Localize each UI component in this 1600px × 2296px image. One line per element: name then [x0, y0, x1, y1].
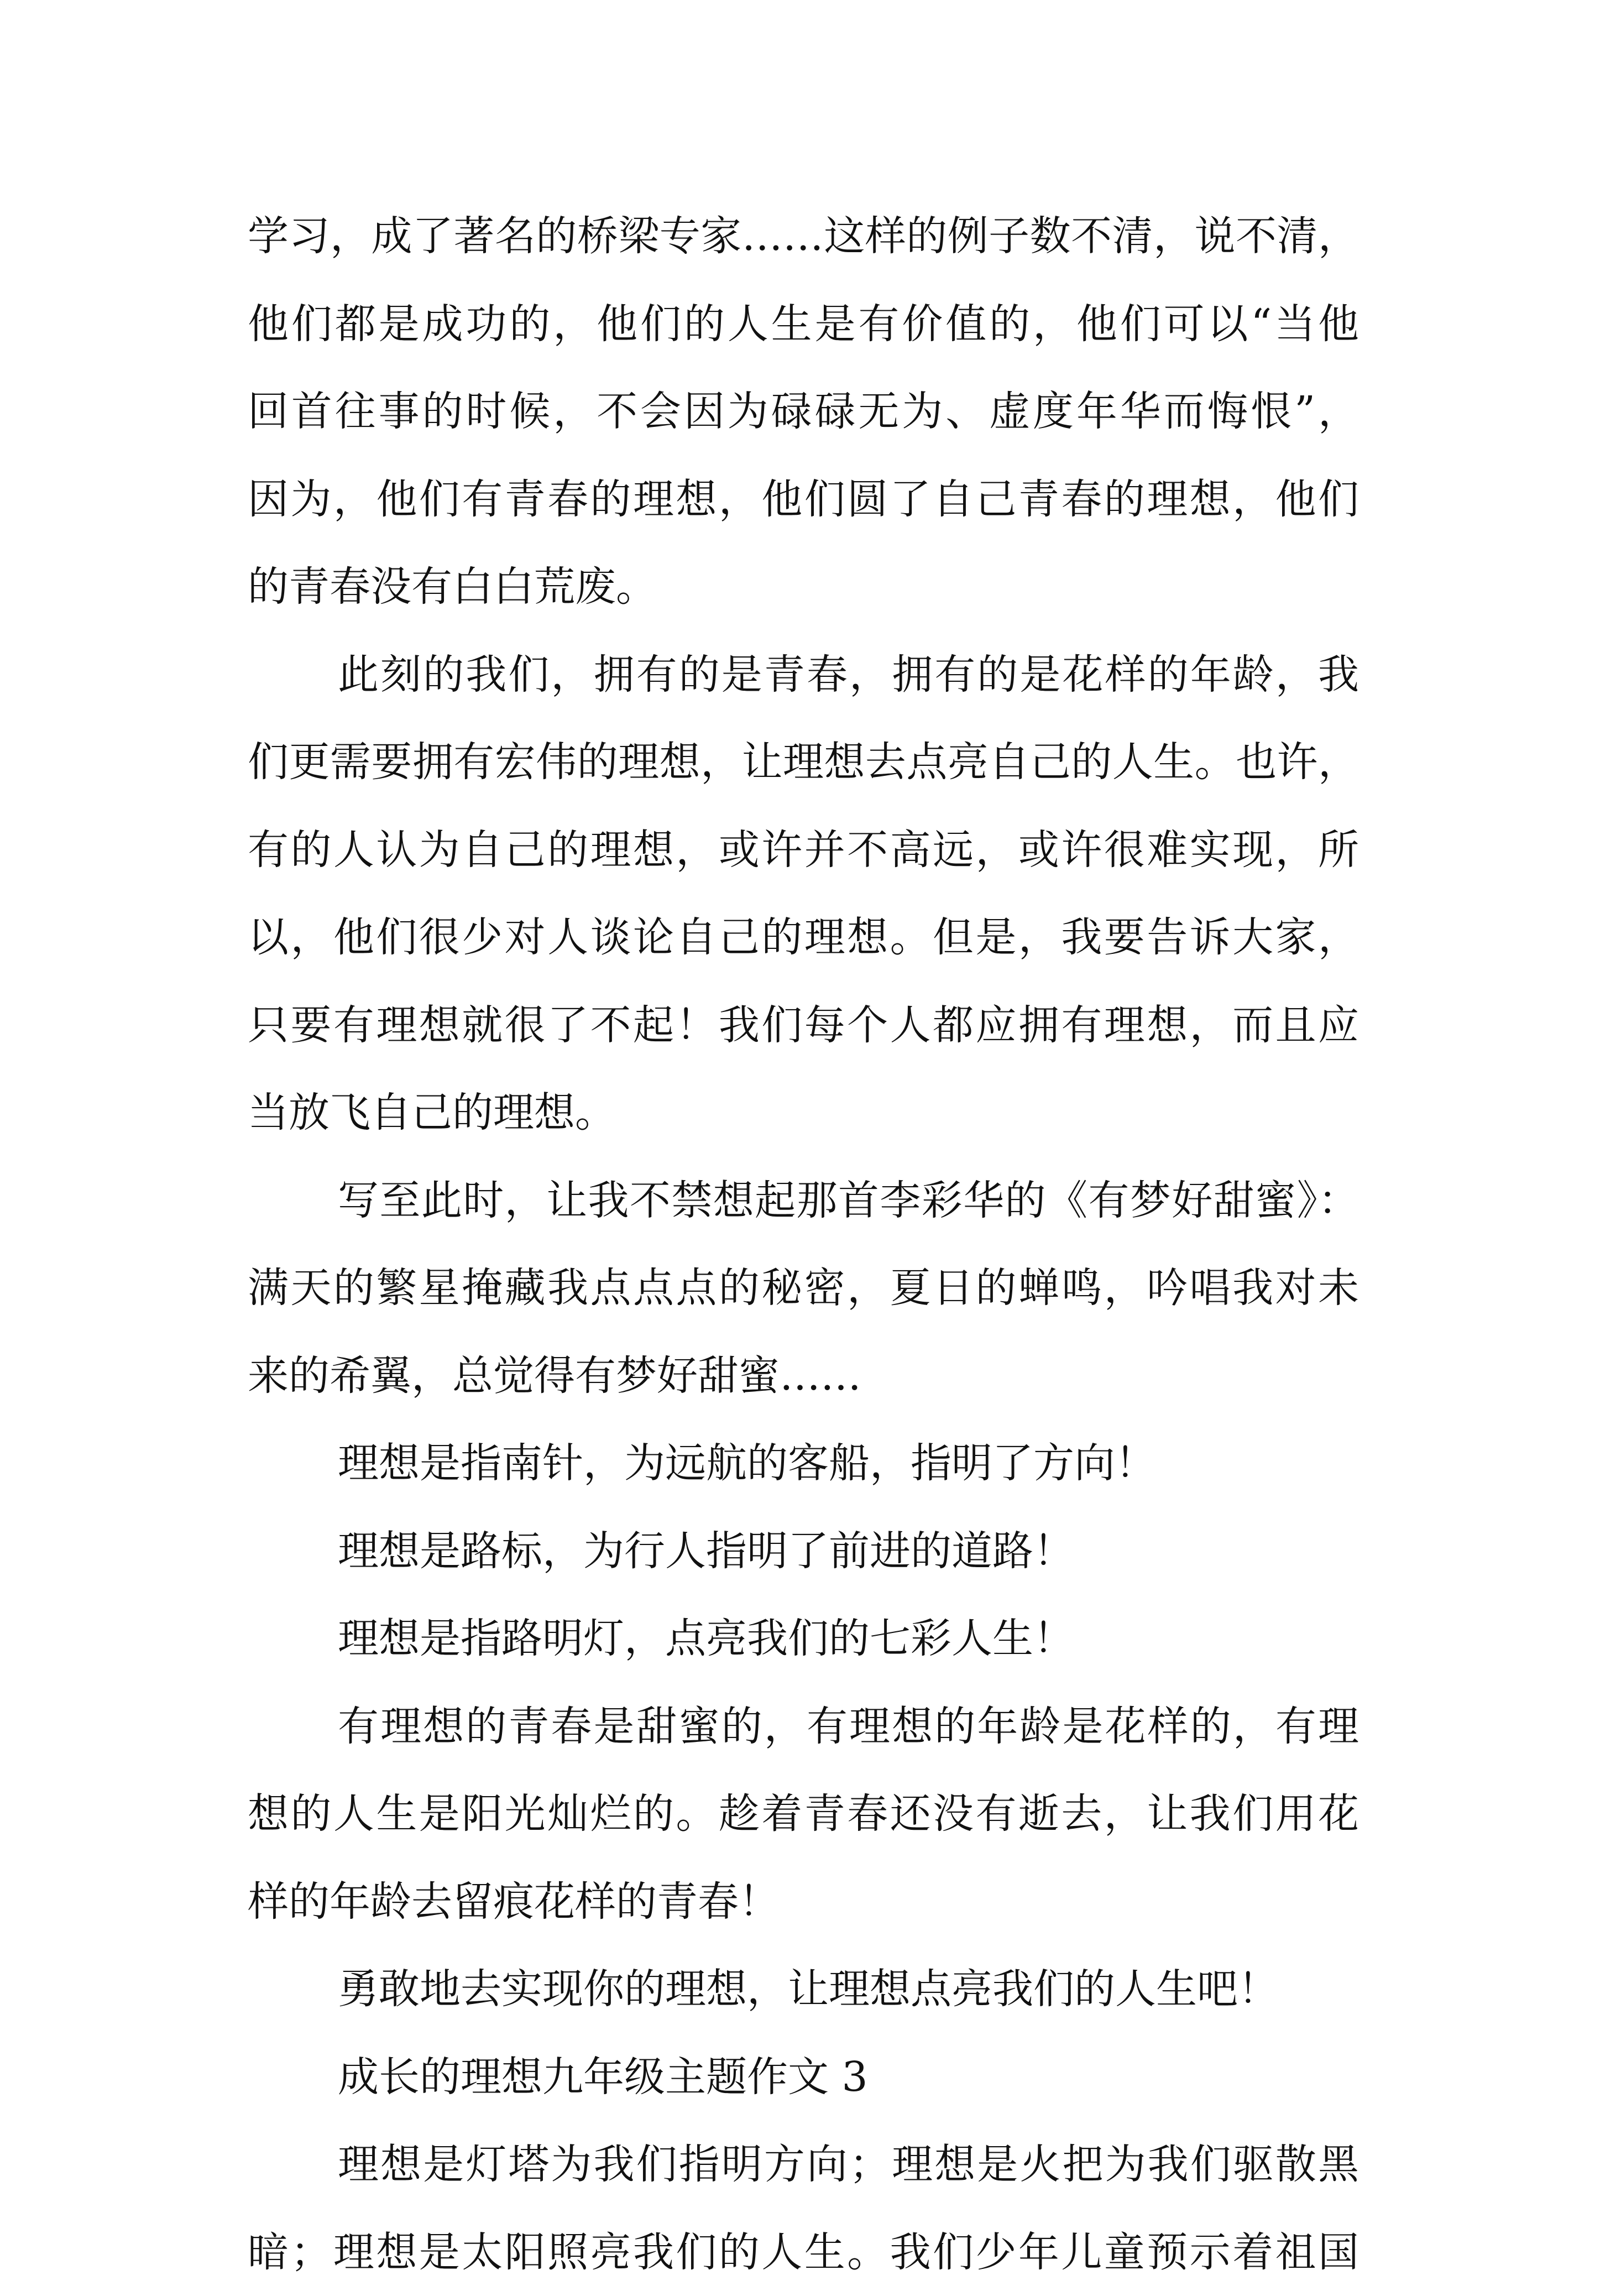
text-line: 因为，他们有青春的理想，他们圆了自己青春的理想，他们: [248, 456, 1359, 544]
text-line: 有的人认为自己的理想，或许并不高远，或许很难实现，所: [248, 806, 1359, 894]
paragraph-first-line: 此刻的我们，拥有的是青春，拥有的是花样的年龄，我: [248, 631, 1359, 719]
document-body: [248, 192, 1359, 2296]
paragraph-first-line: 勇敢地去实现你的理想，让理想点亮我们的人生吧！: [248, 1945, 1359, 2033]
paragraph-first-line: 理想是灯塔为我们指明方向；理想是火把为我们驱散黑: [248, 2121, 1359, 2209]
paragraph-first-line: 理想是指南针，为远航的客船，指明了方向！: [248, 1420, 1359, 1507]
text-line: 想的人生是阳光灿烂的。趁着青春还没有逝去，让我们用花: [248, 1770, 1359, 1858]
text-line: 满天的繁星掩藏我点点点的秘密，夏日的蝉鸣，吟唱我对未: [248, 1244, 1359, 1332]
text-line: 样的年龄去留痕花样的青春！: [248, 1858, 1359, 1946]
paragraph-first-line: 理想是路标，为行人指明了前进的道路！: [248, 1507, 1359, 1595]
text-line: 当放飞自己的理想。: [248, 1069, 1359, 1157]
paragraph-first-line: 写至此时，让我不禁想起那首李彩华的《有梦好甜蜜》：: [248, 1157, 1359, 1245]
text-line: 们更需要拥有宏伟的理想，让理想去点亮自己的人生。也许，: [248, 718, 1359, 806]
text-line: 以，他们很少对人谈论自己的理想。但是，我要告诉大家，: [248, 894, 1359, 982]
text-line: 回首往事的时候，不会因为碌碌无为、虚度年华而悔恨”，: [248, 368, 1359, 456]
text-line: 学习，成了著名的桥梁专家……这样的例子数不清，说不清，: [248, 192, 1359, 280]
paragraph-first-line: 理想是指路明灯，点亮我们的七彩人生！: [248, 1595, 1359, 1683]
text-line: 的青春没有白白荒废。: [248, 543, 1359, 631]
paragraph-first-line: 有理想的青春是甜蜜的，有理想的年龄是花样的，有理: [248, 1683, 1359, 1771]
text-line: 他们都是成功的，他们的人生是有价值的，他们可以“当他: [248, 280, 1359, 368]
text-line: 只要有理想就很了不起！我们每个人都应拥有理想，而且应: [248, 982, 1359, 1069]
text-line: 暗；理想是太阳照亮我们的人生。我们少年儿童预示着祖国: [248, 2209, 1359, 2296]
text-line: 来的希翼，总觉得有梦好甜蜜……: [248, 1332, 1359, 1420]
section-heading: 成长的理想九年级主题作文 3: [248, 2033, 1359, 2121]
